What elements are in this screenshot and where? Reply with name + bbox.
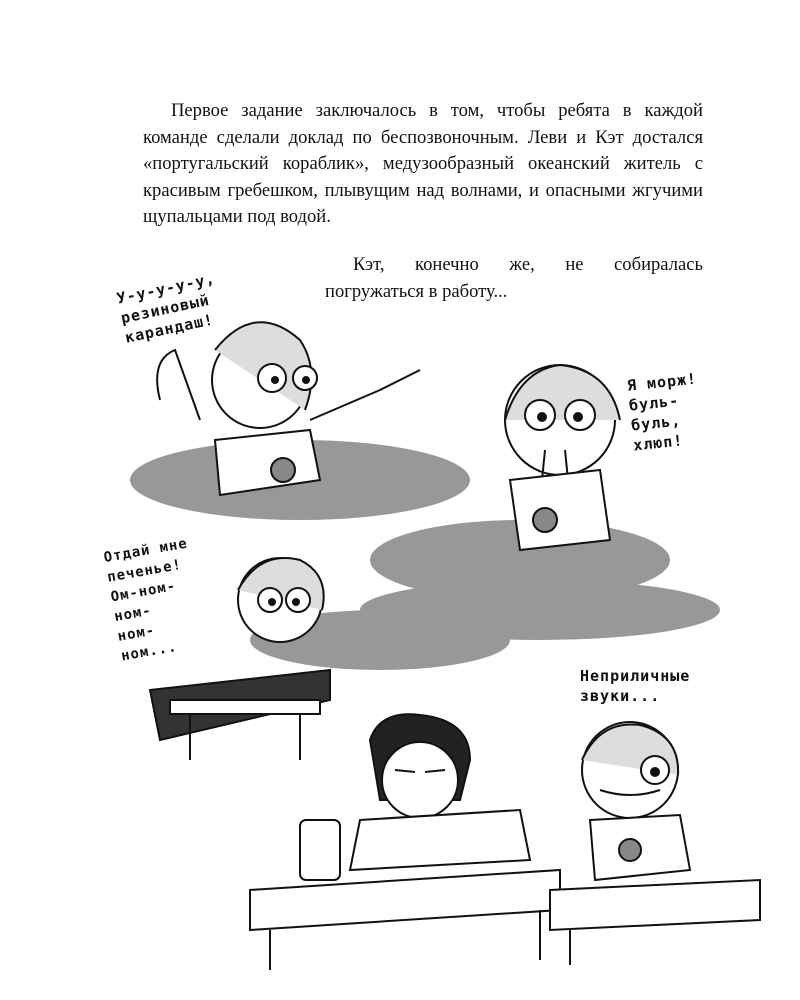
speech-bubble-2: Я морж! буль- буль, хлюп! [626,369,698,455]
paragraph-2: Кэт, конечно же, не собиралась погружаться в работу... [325,254,703,302]
paragraph-1: Первое задание заключалось в том, чтобы ребята в каждой команде сделали доклад по беспозвоночным. Леви и Кэт достался «португальский кораблик», медузообразный океанский житель с красивым гребешком, плывущим над волнами, и опасными жгучими щупальцами под водой. [143,100,703,227]
figure-kat-sounds [550,722,760,965]
speech-bubble-4: Неприличные звуки... [580,667,691,705]
speech-bubble-1: У-у-у-у-у, резиновый карандаш! [115,269,217,347]
speech-bubble-3: Отдай мне печенье! Ом-ном- ном- ном- ном... [102,535,189,665]
figure-levi-writing [250,714,560,970]
figure-kat-walrus [505,365,620,550]
